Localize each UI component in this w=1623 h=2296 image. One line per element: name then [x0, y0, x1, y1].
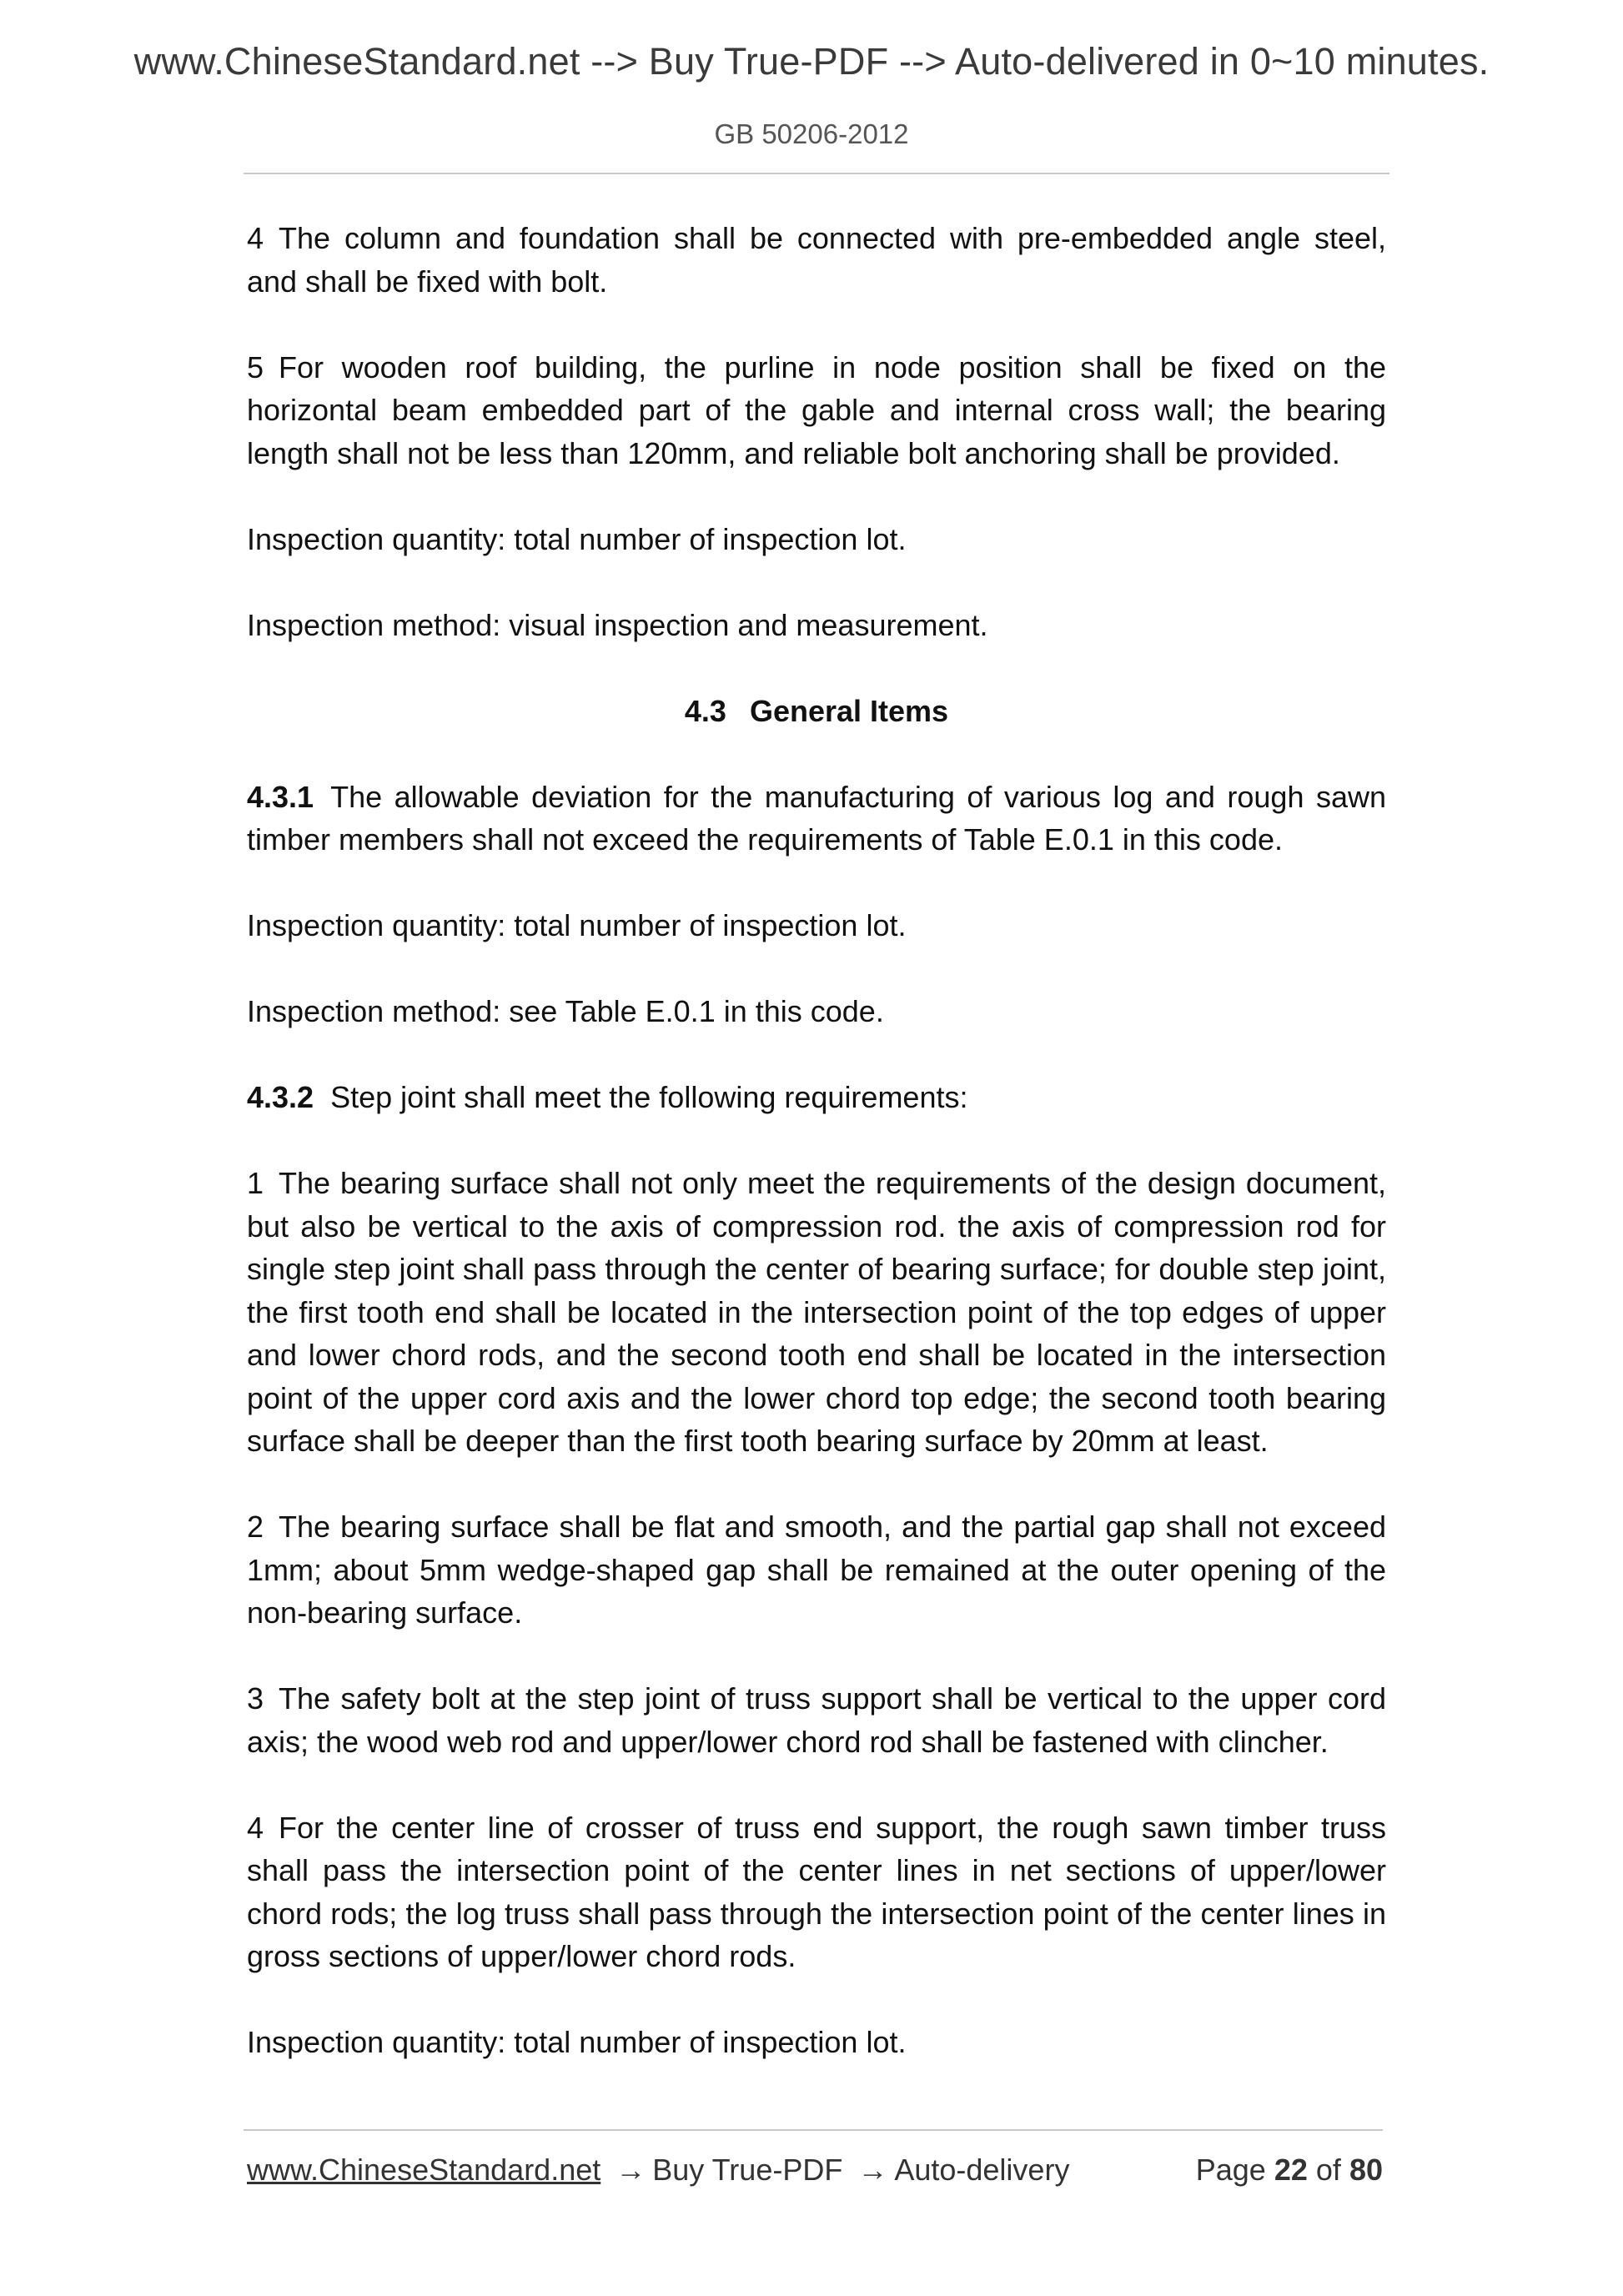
delivery-text: Auto-delivery	[894, 2153, 1070, 2187]
clause-4-3-1	[247, 776, 1386, 862]
item-text: The bearing surface shall not only meet the requirements of the design document, but also be vertical to the axis of compression rod. the axis of compression rod for single step joint shall pass through the center of bearing surface; for double step joint, the first tooth end shall be located in the intersection point of the top edges of upper and lower chord rods, and the second tooth end shall be located in the intersection point of the upper cord axis and the lower chord top edge; the second tooth bearing surface shall be deeper than the first tooth bearing surface by 20mm at least.	[247, 1166, 1386, 1458]
clause-number: 4.3.1	[247, 779, 314, 814]
item-number: 1	[247, 1166, 264, 1200]
site-banner: www.ChineseStandard.net --> Buy True-PDF --> Auto-delivered in 0~10 minutes.	[133, 40, 1490, 83]
footer-left	[247, 2153, 1069, 2188]
section-number: 4.3	[684, 693, 726, 728]
clause-4-3-2	[247, 1076, 1386, 1119]
item-text: The bearing surface shall be flat and smooth, and the partial gap shall not exceed 1mm; about 5mm wedge-shaped gap shall be remained at the outer opening of the non-bearing surface.	[247, 1510, 1386, 1630]
section-heading	[247, 690, 1386, 733]
item-number: 4	[247, 221, 264, 255]
item-number: 2	[247, 1510, 264, 1544]
item-4-paragraph	[247, 217, 1386, 303]
item-number: 4	[247, 1810, 264, 1845]
inspection-method: Inspection method: see Table E.0.1 in this code.	[247, 994, 884, 1028]
item-number: 3	[247, 1681, 264, 1716]
page-total: 80	[1349, 2153, 1383, 2187]
page-label: Page	[1195, 2153, 1266, 2187]
page-number: 22	[1274, 2153, 1308, 2187]
item-2-paragraph	[247, 1505, 1386, 1635]
item-text: The safety bolt at the step joint of truss support shall be vertical to the upper cord axis; the wood web rod and upper/lower chord rod shall be fastened with clincher.	[247, 1681, 1386, 1759]
section-title: General Items	[749, 693, 949, 728]
site-link[interactable]: www.ChineseStandard.net	[247, 2153, 601, 2187]
page-footer	[247, 2153, 1383, 2196]
item-4-truss-paragraph	[247, 1806, 1386, 1978]
inspection-quantity: Inspection quantity: total number of inspection lot.	[247, 2025, 907, 2059]
inspection-method: Inspection method: visual inspection and measurement.	[247, 607, 988, 642]
item-number: 5	[247, 349, 264, 384]
footer-divider	[244, 2129, 1383, 2131]
item-text: For the center line of crosser of truss end support, the rough sawn timber truss shall pass the intersection point of the center lines in net sections of upper/lower chord rods; the log truss shall pass through the intersection point of the center lines in gross sections of upper/lower chord rods.	[247, 1810, 1386, 1973]
item-text: The column and foundation shall be connected with pre-embedded angle steel, and shall be fixed with bolt.	[247, 221, 1386, 299]
clause-number: 4.3.2	[247, 1080, 314, 1114]
document-id: GB 50206-2012	[714, 118, 909, 149]
item-3-paragraph	[247, 1677, 1386, 1763]
page-indicator	[1196, 2153, 1383, 2188]
arrow-right-icon: →	[616, 2153, 646, 2187]
inspection-quantity: Inspection quantity: total number of inspection lot.	[247, 908, 907, 942]
item-5-paragraph	[247, 346, 1386, 475]
inspection-quantity: Inspection quantity: total number of inspection lot.	[247, 521, 907, 556]
clause-text: The allowable deviation for the manufacturing of various log and rough sawn timber members shall not exceed the requirements of Table E.0.1 in this code.	[247, 779, 1386, 857]
clause-text: Step joint shall meet the following requirements:	[330, 1080, 968, 1114]
item-1-paragraph	[247, 1162, 1386, 1463]
of-label: of	[1315, 2153, 1341, 2187]
header-divider	[244, 173, 1389, 174]
item-text: For wooden roof building, the purline in node position shall be fixed on the horizontal beam embedded part of the gable and internal cross wall; the bearing length shall not be less than 120mm, and reliable bolt anchoring shall be provided.	[247, 349, 1386, 470]
buy-text: Buy True-PDF	[652, 2153, 843, 2187]
arrow-right-icon: →	[857, 2153, 888, 2187]
page-content	[247, 217, 1386, 2107]
